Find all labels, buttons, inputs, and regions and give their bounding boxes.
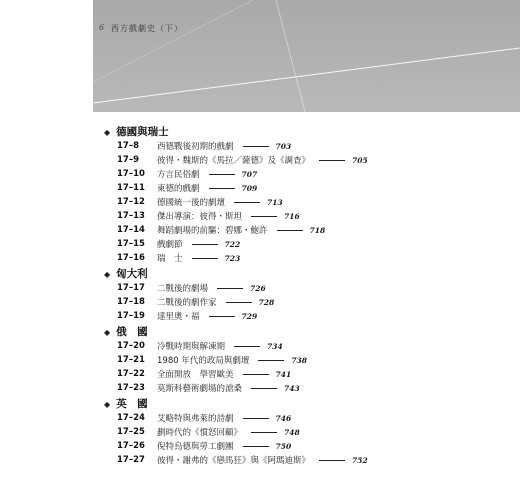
leader-line: [319, 160, 345, 161]
entry-number: 17–21: [117, 355, 145, 365]
leader-line: [226, 302, 252, 303]
entry-number: 17–10: [117, 169, 145, 179]
entry-title: 艾略特與弗萊的詩劇: [157, 414, 234, 424]
entry-number: 17–20: [117, 341, 145, 351]
entry-title: 戲劇節: [157, 240, 183, 250]
toc-entry: [117, 440, 291, 452]
section-heading-britain: [104, 396, 148, 411]
section-heading-russia: [104, 324, 148, 339]
diamond-bullet-icon: ◆: [104, 268, 111, 279]
entry-title: 達里奧・福: [157, 312, 200, 322]
entry-page: 728: [258, 297, 275, 307]
diamond-bullet-icon: ◆: [104, 326, 111, 337]
entry-title: 瑞 士: [157, 254, 183, 264]
entry-title: 莫斯科藝術劇場的滄桑: [157, 384, 243, 394]
entry-page: 726: [250, 283, 266, 293]
entry-number: 17–25: [117, 427, 145, 437]
entry-page: 709: [241, 183, 258, 193]
entry-number: 17–16: [117, 253, 145, 263]
header-band: [93, 0, 520, 112]
entry-page: 723: [224, 253, 241, 263]
entry-number: 17–27: [117, 455, 145, 465]
entry-title: 二戰後的劇作家: [157, 298, 217, 308]
entry-page: 750: [275, 441, 292, 451]
entry-title: 冷戰時期與解凍期: [157, 342, 226, 352]
toc-entry: [117, 168, 257, 180]
entry-number: 17–9: [117, 155, 139, 165]
entry-number: 17–14: [117, 225, 145, 235]
leader-line: [234, 202, 260, 203]
toc-entry: [117, 140, 291, 152]
entry-number: 17–26: [117, 441, 145, 451]
section-title: 俄 國: [116, 326, 148, 338]
entry-page: 743: [284, 383, 300, 393]
toc-entry: [117, 368, 291, 380]
entry-page: 729: [241, 311, 258, 321]
toc-entry: [117, 296, 274, 308]
leader-line: [209, 188, 235, 189]
leader-line: [243, 446, 269, 447]
toc-entry: [117, 182, 257, 194]
toc-entry: [117, 196, 283, 208]
toc-entry: [117, 426, 300, 438]
leader-line: [243, 146, 269, 147]
entry-title: 舞蹈劇場的前驅：碧娜・鮑許: [157, 226, 268, 236]
entry-page: 722: [224, 239, 241, 249]
leader-line: [192, 244, 218, 245]
diamond-bullet-icon: ◆: [104, 126, 111, 137]
entry-page: 713: [267, 197, 283, 207]
entry-title: 彼得・謝弗的《戀馬狂》與《阿瑪迪斯》: [157, 456, 311, 466]
leader-line: [217, 288, 243, 289]
toc-entry: [117, 210, 300, 222]
leader-line: [243, 374, 269, 375]
toc-entry: [117, 154, 368, 166]
entry-number: 17–24: [117, 413, 145, 423]
entry-number: 17–15: [117, 239, 145, 249]
toc-entry: [117, 238, 240, 250]
entry-page: 705: [352, 155, 368, 165]
section-heading-germany-switzerland: [104, 124, 169, 139]
entry-title: 全面開放 學習歐美: [157, 370, 234, 380]
entry-page: 716: [284, 211, 300, 221]
entry-title: 西德戰後初期的戲劇: [157, 142, 234, 152]
page-number: 6: [99, 23, 105, 32]
toc-entry: [117, 224, 325, 236]
leader-line: [209, 316, 235, 317]
entry-title: 劃時代的《憤怒回顧》: [157, 428, 243, 438]
entry-page: 752: [352, 455, 368, 465]
decorative-lines: [93, 0, 520, 112]
entry-number: 17–18: [117, 297, 145, 307]
leader-line: [251, 216, 277, 217]
entry-number: 17–11: [117, 183, 145, 193]
leader-line: [251, 388, 277, 389]
entry-title: 德國統一後的劇壇: [157, 198, 226, 208]
toc-entry: [117, 382, 300, 394]
leader-line: [234, 346, 260, 347]
entry-number: 17–17: [117, 283, 145, 293]
diamond-bullet-icon: ◆: [104, 398, 111, 409]
entry-number: 17–23: [117, 383, 145, 393]
entry-title: 倪特烏德與勞工劇團: [157, 442, 234, 452]
toc-entry: [117, 354, 307, 366]
leader-line: [192, 258, 218, 259]
entry-number: 17–22: [117, 369, 145, 379]
leader-line: [243, 418, 269, 419]
toc-entry: [117, 282, 266, 294]
toc-entry: [117, 310, 257, 322]
entry-page: 718: [309, 225, 326, 235]
entry-page: 703: [275, 141, 292, 151]
entry-page: 734: [267, 341, 283, 351]
toc-entry: [117, 252, 240, 264]
section-heading-italy: [104, 266, 148, 281]
entry-number: 17–8: [117, 141, 139, 151]
entry-page: 738: [291, 355, 307, 365]
leader-line: [258, 360, 284, 361]
entry-page: 707: [241, 169, 258, 179]
running-title: 西方戲劇史（下）: [111, 24, 183, 33]
entry-title: 傑出導演：彼得・斯坦: [157, 212, 243, 222]
entry-title: 二戰後的劇場: [157, 284, 209, 294]
toc-entry: [117, 454, 368, 466]
entry-title: 彼得・魏斯的《馬拉／薩德》及《調查》: [157, 156, 311, 166]
entry-page: 748: [284, 427, 300, 437]
section-title: 英 國: [116, 398, 148, 410]
entry-number: 17–13: [117, 211, 145, 221]
entry-page: 746: [275, 413, 292, 423]
section-title: 匈大利: [116, 268, 148, 280]
toc-entry: [117, 340, 283, 352]
entry-title: 方言民俗劇: [157, 170, 200, 180]
entry-title: 東德的戲劇: [157, 184, 200, 194]
entry-number: 17–12: [117, 197, 145, 207]
leader-line: [251, 432, 277, 433]
entry-page: 741: [275, 369, 292, 379]
entry-number: 17–19: [117, 311, 145, 321]
leader-line: [209, 174, 235, 175]
entry-title: 1980 年代的政局與劇壇: [157, 356, 250, 366]
leader-line: [319, 460, 345, 461]
toc-entry: [117, 412, 291, 424]
leader-line: [277, 230, 303, 231]
section-title: 德國與瑞士: [116, 126, 169, 138]
